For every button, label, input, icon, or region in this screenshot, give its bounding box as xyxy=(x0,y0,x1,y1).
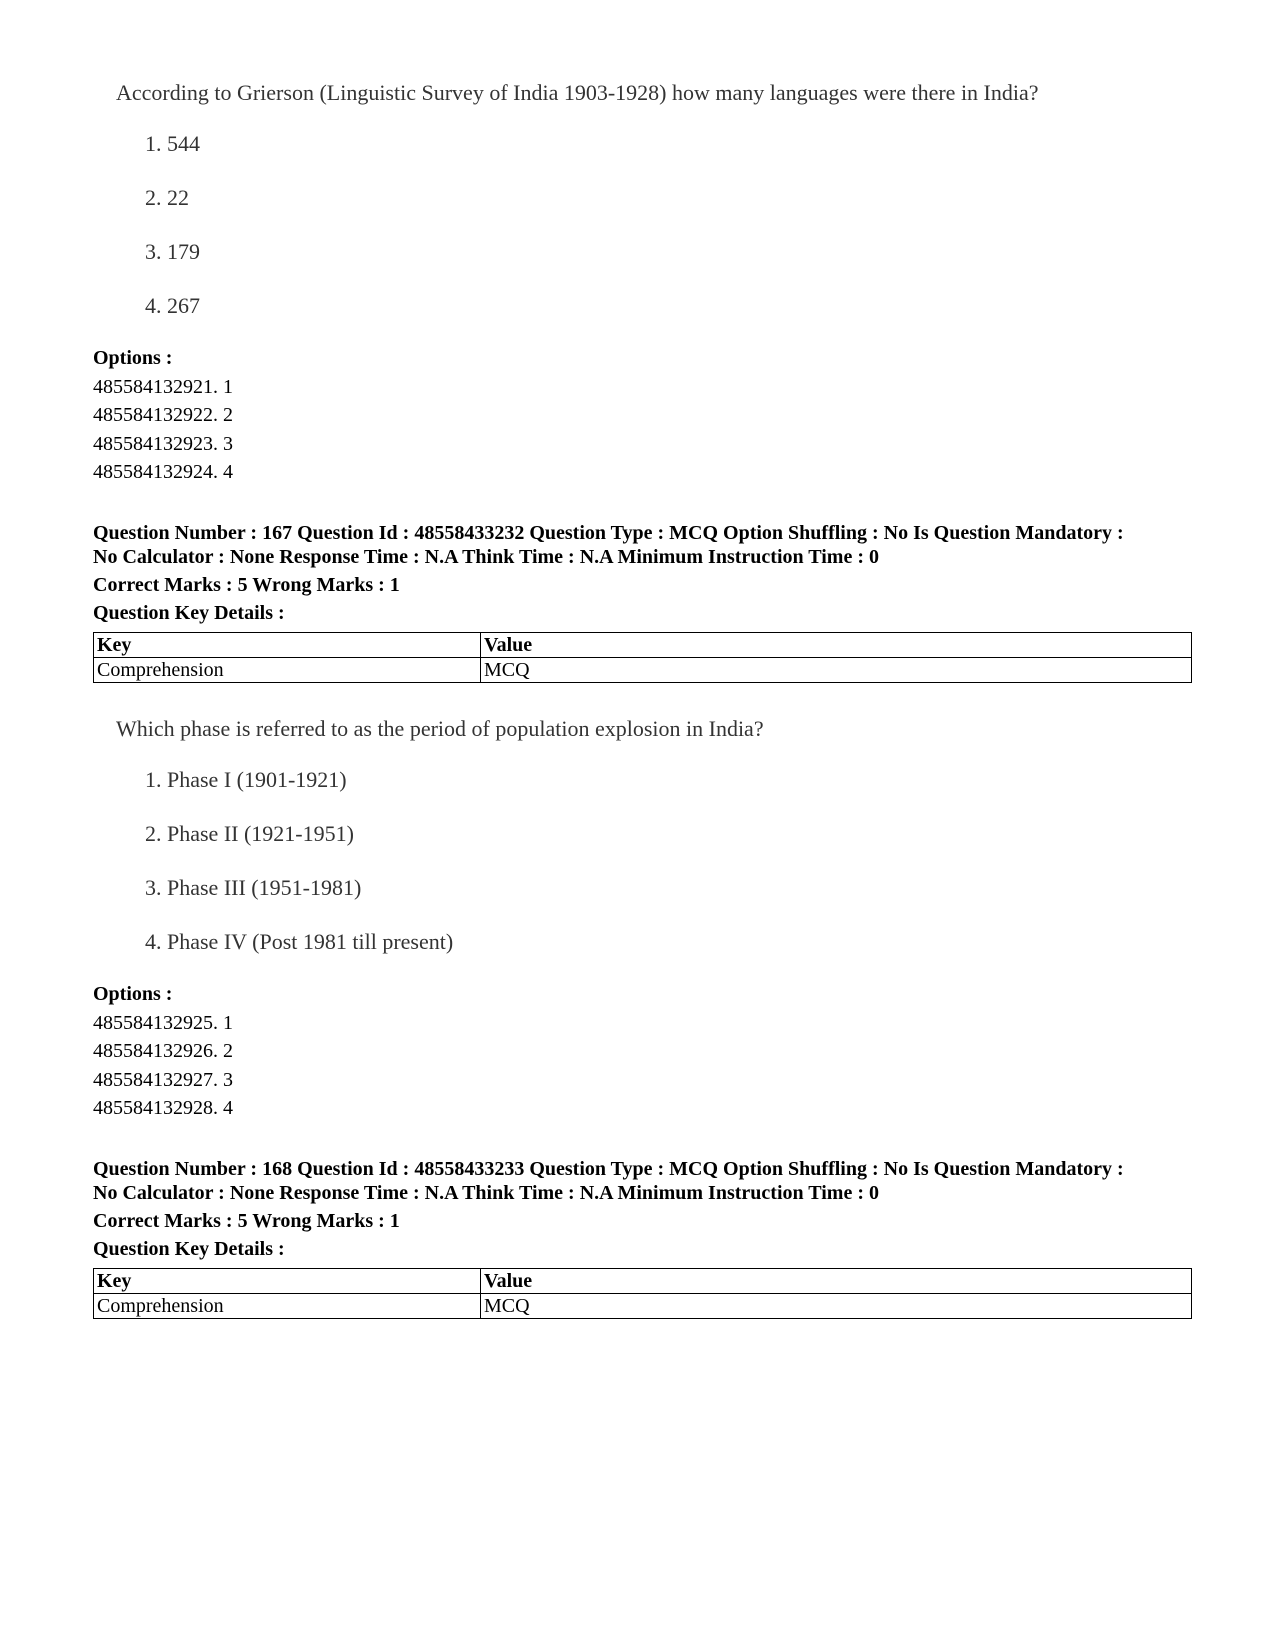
options-title: Options : xyxy=(93,347,173,369)
question-image-2 xyxy=(116,716,764,983)
table-header-key: Key xyxy=(94,1269,481,1294)
choice-item: 1. 544 xyxy=(145,131,200,156)
table-cell-key: Comprehension xyxy=(94,658,481,683)
option-row: 485584132923. 3 xyxy=(93,432,233,455)
choice-item: 4. Phase IV (Post 1981 till present) xyxy=(145,929,454,954)
key-table-167 xyxy=(93,632,1192,683)
table-cell-value: MCQ xyxy=(481,658,1192,683)
question-image-1 xyxy=(116,80,1039,347)
choice-item: 4. 267 xyxy=(145,293,200,318)
key-table-168 xyxy=(93,1268,1192,1319)
table-row xyxy=(94,658,1192,683)
meta-line-1: Question Number : 168 Question Id : 48558433233 Question Type : MCQ Option Shuffling : No Is Question Mandatory : xyxy=(93,1158,1124,1180)
options-title: Options : xyxy=(93,983,173,1005)
choice-item: 3. Phase III (1951-1981) xyxy=(145,875,362,900)
choice-item: 2. 22 xyxy=(145,185,189,210)
option-row: 485584132926. 2 xyxy=(93,1040,233,1062)
choice-list xyxy=(116,767,764,983)
table-header-row xyxy=(94,1269,1192,1294)
marks-line: Correct Marks : 5 Wrong Marks : 1 xyxy=(93,574,400,596)
question-meta-168 xyxy=(93,1157,1193,1261)
meta-line-2: No Calculator : None Response Time : N.A Think Time : N.A Minimum Instruction Time : 0 xyxy=(93,1182,879,1204)
question-meta-167 xyxy=(93,521,1193,625)
table-header-value: Value xyxy=(481,633,1192,658)
option-row: 485584132925. 1 xyxy=(93,1011,233,1034)
question-text: According to Grierson (Linguistic Survey of India 1903-1928) how many languages were there in India? xyxy=(116,80,1039,105)
table-cell-key: Comprehension xyxy=(94,1294,481,1319)
option-row: 485584132928. 4 xyxy=(93,1097,233,1119)
choice-item: 1. Phase I (1901-1921) xyxy=(145,767,347,792)
table-header-row xyxy=(94,633,1192,658)
question-text: Which phase is referred to as the period of population explosion in India? xyxy=(116,716,764,741)
option-row: 485584132921. 1 xyxy=(93,375,233,398)
table-row xyxy=(94,1294,1192,1319)
option-row: 485584132924. 4 xyxy=(93,461,233,483)
choice-item: 2. Phase II (1921-1951) xyxy=(145,821,354,846)
meta-line-1: Question Number : 167 Question Id : 48558433232 Question Type : MCQ Option Shuffling : No Is Question Mandatory : xyxy=(93,522,1124,544)
options-block-1 xyxy=(93,344,233,487)
key-details-label: Question Key Details : xyxy=(93,1238,285,1260)
marks-line: Correct Marks : 5 Wrong Marks : 1 xyxy=(93,1210,400,1232)
option-row: 485584132922. 2 xyxy=(93,404,233,426)
option-row: 485584132927. 3 xyxy=(93,1068,233,1091)
table-header-key: Key xyxy=(94,633,481,658)
choice-list xyxy=(116,131,1039,347)
choice-item: 3. 179 xyxy=(145,239,200,264)
options-block-2 xyxy=(93,980,233,1123)
key-details-label: Question Key Details : xyxy=(93,602,285,624)
table-cell-value: MCQ xyxy=(481,1294,1192,1319)
meta-line-2: No Calculator : None Response Time : N.A Think Time : N.A Minimum Instruction Time : 0 xyxy=(93,546,879,568)
table-header-value: Value xyxy=(481,1269,1192,1294)
